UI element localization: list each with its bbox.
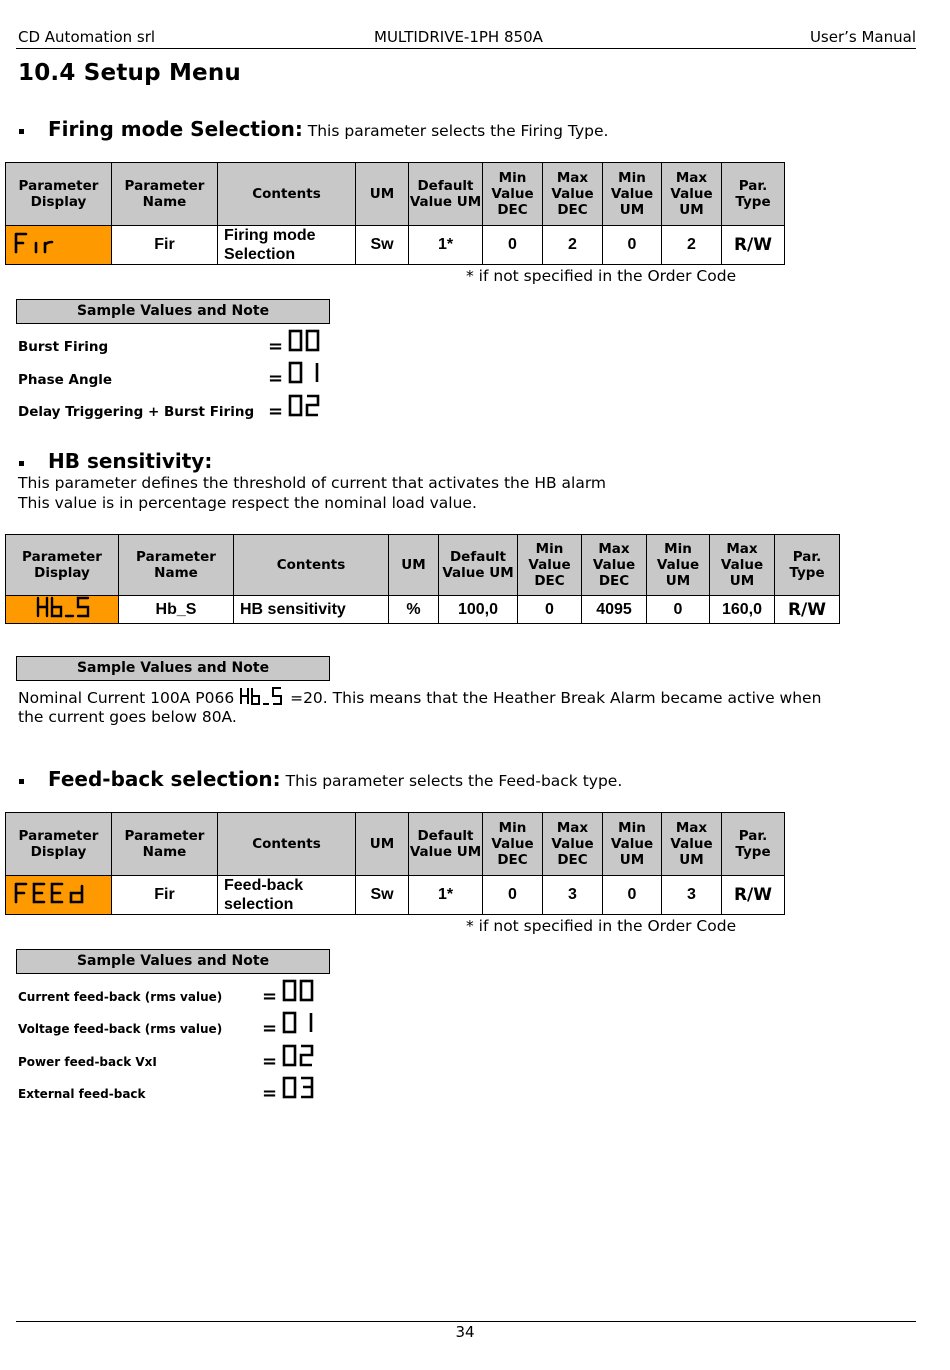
section-title: 10.4 Setup Menu <box>18 60 241 86</box>
um-cell: % <box>389 596 439 624</box>
hb-note-line2: the current goes below 80A. <box>18 708 237 726</box>
feedback-heading <box>18 767 622 791</box>
equals-sign: = <box>262 1018 278 1039</box>
min-um-cell: 0 <box>603 876 662 915</box>
bullet-icon <box>19 461 24 466</box>
col-header: Contents <box>218 813 356 876</box>
col-header: Max Value UM <box>662 813 722 876</box>
col-header: Default Value UM <box>409 163 483 226</box>
footer-rule <box>16 1321 916 1322</box>
default-cell: 1* <box>409 876 483 915</box>
hb-note-line1 <box>18 687 821 708</box>
col-header: Parameter Display <box>6 163 112 226</box>
hb-param-table <box>5 534 840 624</box>
sample-label: Burst Firing <box>18 339 109 355</box>
col-header: Parameter Name <box>112 813 218 876</box>
hb-note-post: =20. This means that the Heather Break Alarm became active when <box>285 689 822 707</box>
seven-segment-display-fir <box>14 230 74 256</box>
min-um-cell: 0 <box>603 226 662 265</box>
col-header: Contents <box>234 535 389 596</box>
col-header: Max Value DEC <box>543 163 603 226</box>
bullet-icon <box>19 779 24 784</box>
contents-cell: Firing mode Selection <box>218 226 356 265</box>
contents-cell: Feed-back selection <box>218 876 356 915</box>
seven-segment-01 <box>288 361 322 385</box>
equals-sign: = <box>268 368 284 389</box>
seven-segment-03 <box>282 1076 316 1100</box>
seven-segment-hb-s-inline <box>239 687 285 705</box>
max-dec-cell: 3 <box>543 876 603 915</box>
par-type-cell: R/W <box>775 596 840 624</box>
param-name-cell: Fir <box>112 226 218 265</box>
hb-desc-line2: This value is in percentage respect the nominal load value. <box>18 494 477 512</box>
seven-segment-02 <box>282 1044 316 1068</box>
param-name-cell: Fir <box>112 876 218 915</box>
col-header: UM <box>356 813 409 876</box>
col-header: Min Value DEC <box>483 163 543 226</box>
col-header: UM <box>356 163 409 226</box>
display-code-cell <box>6 596 119 624</box>
col-header: Default Value UM <box>439 535 518 596</box>
sample-label: Phase Angle <box>18 372 113 388</box>
firing-footnote: * if not specified in the Order Code <box>466 267 737 285</box>
seven-segment-display-hb-s <box>36 596 96 618</box>
equals-sign: = <box>262 1051 278 1072</box>
equals-sign: = <box>262 986 278 1007</box>
col-header: Max Value UM <box>662 163 722 226</box>
max-dec-cell: 2 <box>543 226 603 265</box>
col-header: Min Value DEC <box>518 535 582 596</box>
max-um-cell: 2 <box>662 226 722 265</box>
param-name-cell: Hb_S <box>119 596 234 624</box>
seven-segment-00 <box>288 329 322 353</box>
col-header: Parameter Display <box>6 535 119 596</box>
max-um-cell: 160,0 <box>710 596 775 624</box>
feedback-footnote: * if not specified in the Order Code <box>466 917 737 935</box>
hb-samples-title: Sample Values and Note <box>16 656 330 681</box>
feedback-samples-title: Sample Values and Note <box>16 949 330 974</box>
firing-heading <box>18 117 608 141</box>
hb-desc-line1: This parameter defines the threshold of current that activates the HB alarm <box>18 474 607 492</box>
col-header: Min Value UM <box>647 535 710 596</box>
default-cell: 100,0 <box>439 596 518 624</box>
hb-note-code <box>239 687 285 705</box>
table-row <box>6 226 785 265</box>
firing-desc: This parameter selects the Firing Type. <box>302 122 609 140</box>
col-header: Max Value UM <box>710 535 775 596</box>
sample-label: Delay Triggering + Burst Firing <box>18 404 255 420</box>
feedback-param-table <box>5 812 785 915</box>
firing-samples-title: Sample Values and Note <box>16 299 330 324</box>
table-header-row <box>6 813 785 876</box>
col-header: UM <box>389 535 439 596</box>
contents-cell: HB sensitivity <box>234 596 389 624</box>
hb-title: HB sensitivity: <box>48 449 213 473</box>
table-row <box>6 876 785 915</box>
col-header: Par. Type <box>722 813 785 876</box>
col-header: Default Value UM <box>409 813 483 876</box>
header-company: CD Automation srl <box>18 28 156 46</box>
col-header: Par. Type <box>722 163 785 226</box>
col-header: Min Value UM <box>603 163 662 226</box>
seven-segment-display-feed <box>14 880 94 906</box>
col-header: Parameter Display <box>6 813 112 876</box>
um-cell: Sw <box>356 226 409 265</box>
col-header: Min Value UM <box>603 813 662 876</box>
equals-sign: = <box>262 1083 278 1104</box>
feedback-desc: This parameter selects the Feed-back type. <box>280 772 623 790</box>
um-cell: Sw <box>356 876 409 915</box>
header-product: MULTIDRIVE-1PH 850A <box>374 28 543 46</box>
col-header: Min Value DEC <box>483 813 543 876</box>
hb-heading <box>18 449 212 473</box>
seven-segment-00 <box>282 979 316 1003</box>
bullet-icon <box>19 129 24 134</box>
sample-label: External feed-back <box>18 1087 146 1101</box>
equals-sign: = <box>268 401 284 422</box>
page-number: 34 <box>455 1323 475 1341</box>
col-header: Max Value DEC <box>582 535 647 596</box>
table-header-row <box>6 535 840 596</box>
col-header: Max Value DEC <box>543 813 603 876</box>
par-type-cell: R/W <box>722 876 785 915</box>
par-type-cell: R/W <box>722 226 785 265</box>
table-header-row <box>6 163 785 226</box>
table-row <box>6 596 840 624</box>
seven-segment-01 <box>282 1011 316 1035</box>
max-dec-cell: 4095 <box>582 596 647 624</box>
seven-segment-02 <box>288 394 322 418</box>
header-rule <box>16 48 916 49</box>
firing-param-table <box>5 162 785 265</box>
sample-label: Current feed-back (rms value) <box>18 990 223 1004</box>
header-doc-type: User’s Manual <box>809 28 916 46</box>
min-dec-cell: 0 <box>483 876 543 915</box>
col-header: Parameter Name <box>119 535 234 596</box>
col-header: Parameter Name <box>112 163 218 226</box>
sample-label: Power feed-back VxI <box>18 1055 157 1069</box>
default-cell: 1* <box>409 226 483 265</box>
min-dec-cell: 0 <box>518 596 582 624</box>
display-code-cell <box>6 876 112 915</box>
feedback-title: Feed-back selection: <box>48 767 281 791</box>
col-header: Contents <box>218 163 356 226</box>
max-um-cell: 3 <box>662 876 722 915</box>
display-code-cell <box>6 226 112 265</box>
min-dec-cell: 0 <box>483 226 543 265</box>
min-um-cell: 0 <box>647 596 710 624</box>
sample-label: Voltage feed-back (rms value) <box>18 1022 223 1036</box>
equals-sign: = <box>268 336 284 357</box>
col-header: Par. Type <box>775 535 840 596</box>
firing-title: Firing mode Selection: <box>48 117 303 141</box>
hb-note-pre: Nominal Current 100A P066 <box>18 689 240 707</box>
